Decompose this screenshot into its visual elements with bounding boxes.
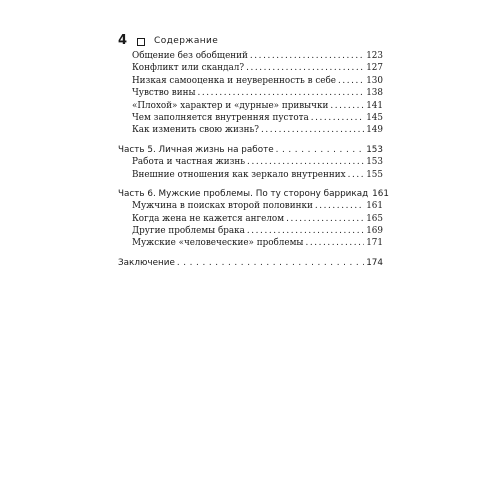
toc-entry-page: 145 [366,112,383,123]
leader-dots [311,112,364,124]
leader-dots [276,144,365,156]
leader-dots [286,213,364,225]
square-icon [137,38,145,46]
toc-entry [118,75,383,87]
toc-part-page: 161 [372,188,389,199]
leader-dots [250,50,364,62]
toc-entry [118,213,383,225]
toc-conclusion-title: Заключение [118,257,175,268]
toc-entry-title: Работа и частная жизнь [132,157,246,168]
leader-dots [315,200,364,212]
leader-dots [261,124,364,136]
toc-entry [118,50,383,62]
toc-entry-title: Внешние отношения как зеркало внутренних [132,169,346,180]
toc-entry-title: Мужчина в поисках второй половинки [132,201,313,212]
toc-entry-page: 171 [366,238,383,249]
toc-entry [118,237,383,249]
toc-entry-title: Конфликт или скандал? [132,63,245,74]
toc-entry-page: 130 [366,75,383,86]
toc-entry-title: Как изменить свою жизнь? [132,125,259,136]
toc-entry [118,112,383,124]
toc-part-heading [118,144,383,156]
toc-part-title: Часть 6. Мужские проблемы. По ту сторону баррикад [118,188,369,199]
toc-entry-page: 127 [366,63,383,74]
toc-entry-title: Когда жена не кажется ангелом [132,213,285,224]
toc-entry [118,87,383,99]
toc-entry-title: Мужские «человеческие» проблемы [132,238,304,249]
leader-dots [338,75,364,87]
leader-dots [305,237,364,249]
toc-entry-page: 155 [366,169,383,180]
toc-entry-page: 149 [366,125,383,136]
table-of-contents [118,50,389,269]
toc-entry-page: 161 [366,201,383,212]
leader-dots [348,169,365,181]
toc-entry [118,100,383,112]
toc-entry-title: «Плохой» характер и «дурные» привычки [132,100,329,111]
toc-conclusion-page: 174 [366,257,383,268]
toc-entry [118,169,383,181]
toc-entry-title: Чувство вины [132,88,196,99]
leader-dots [247,225,364,237]
toc-entry-title: Чем заполняется внутренняя пустота [132,112,309,123]
toc-entry-page: 153 [366,157,383,168]
toc-entry [118,225,383,237]
toc-entry-page: 123 [366,51,383,61]
toc-entry-page: 169 [366,226,383,237]
toc-entry [118,200,383,212]
toc-entry [118,156,383,168]
toc-conclusion [118,257,383,269]
toc-entry-title: Другие проблемы брака [132,226,245,237]
toc-entry-page: 141 [366,100,383,111]
leader-dots [197,87,364,99]
toc-entry-page: 165 [366,213,383,224]
toc-part-page: 153 [366,144,383,155]
leader-dots [330,100,364,112]
leader-dots [247,156,364,168]
toc-entry-title: Общение без обобщений [132,51,248,61]
leader-dots [246,62,364,74]
toc-part-heading [118,188,389,200]
leader-dots [177,257,364,269]
page-header [118,33,218,48]
toc-entry-page: 138 [366,88,383,99]
toc-part-title: Часть 5. Личная жизнь на работе [118,144,274,155]
toc-entry-title: Низкая самооценка и неуверенность в себе [132,75,336,86]
page-number: 4 [118,33,128,48]
toc-entry [118,62,383,74]
toc-entry [118,124,383,136]
header-title: Содержание [154,35,219,46]
